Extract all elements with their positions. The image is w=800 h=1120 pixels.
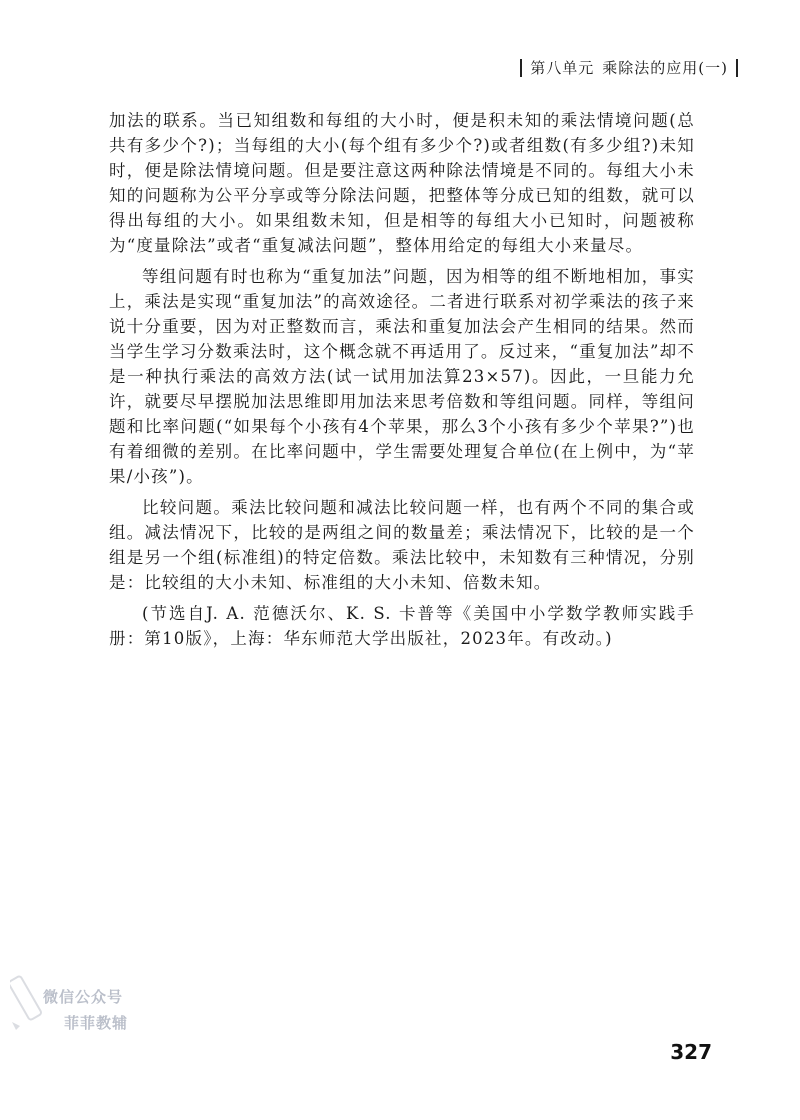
header-divider-left [520, 59, 522, 77]
main-text [109, 108, 695, 651]
watermark-line1: 微信公众号 [43, 988, 124, 1006]
running-header [520, 57, 738, 78]
header-divider-right [736, 59, 738, 77]
page-number: 327 [670, 1040, 712, 1064]
paragraph-comparison: 比较问题。乘法比较问题和减法比较问题一样，也有两个不同的集合或组。减法情况下，比较的是两组之间的数量差；乘法情况下，比较的是一个组是另一个组(标准组)的特定倍数。乘法比较中，未知数有三种情况，分别是：比较组的大小未知、标准组的大小未知、倍数未知。 [109, 498, 695, 592]
header-unit: 第八单元 [530, 59, 595, 77]
paragraph-equal-groups: 等组问题有时也称为“重复加法”问题，因为相等的组不断地相加，事实上，乘法是实现“重复加法”的高效途径。二者进行联系对初学乘法的孩子来说十分重要，因为对正整数而言，乘法和重复加法会产生相同的结果。然而当学生学习分数乘法时，这个概念就不再适用了。反过来，“重复加法”却不是一种执行乘法的高效方法(试一试用加法算23×57)。因此，一旦能力允许，就要尽早摆脱加法思维即用加法来思考倍数和等组问题。同样，等组问题和比率问题(“如果每个小孩有4个苹果，那么3个小孩有多少个苹果?”)也有着细微的差别。在比率问题中，学生需要处理复合单位(在上例中，为“苹果/小孩”)。 [109, 267, 695, 486]
paragraph-continuation: 加法的联系。当已知组数和每组的大小时，便是积未知的乘法情境问题(总共有多少个?)；当每组的大小(每个组有多少个?)或者组数(有多少组?)未知时，便是除法情境问题。但是要注意这两种除法情境是不同的。每组大小未知的问题称为公平分享或等分除法问题，把整体等分成已知的组数，就可以得出每组的大小。如果组数未知，但是相等的每组大小已知时，问题被称为“度量除法”或者“重复减法问题”，整体用给定的每组大小来量尽。 [109, 111, 695, 255]
watermark [6, 972, 156, 1042]
watermark-line2: 菲菲教辅 [64, 1014, 129, 1032]
source-citation: (节选自J. A. 范德沃尔、K. S. 卡普等《美国中小学数学教师实践手册：第10版》，上海：华东师范大学出版社，2023年。有改动。) [109, 604, 695, 648]
header-title: 乘除法的应用(一) [602, 59, 728, 77]
